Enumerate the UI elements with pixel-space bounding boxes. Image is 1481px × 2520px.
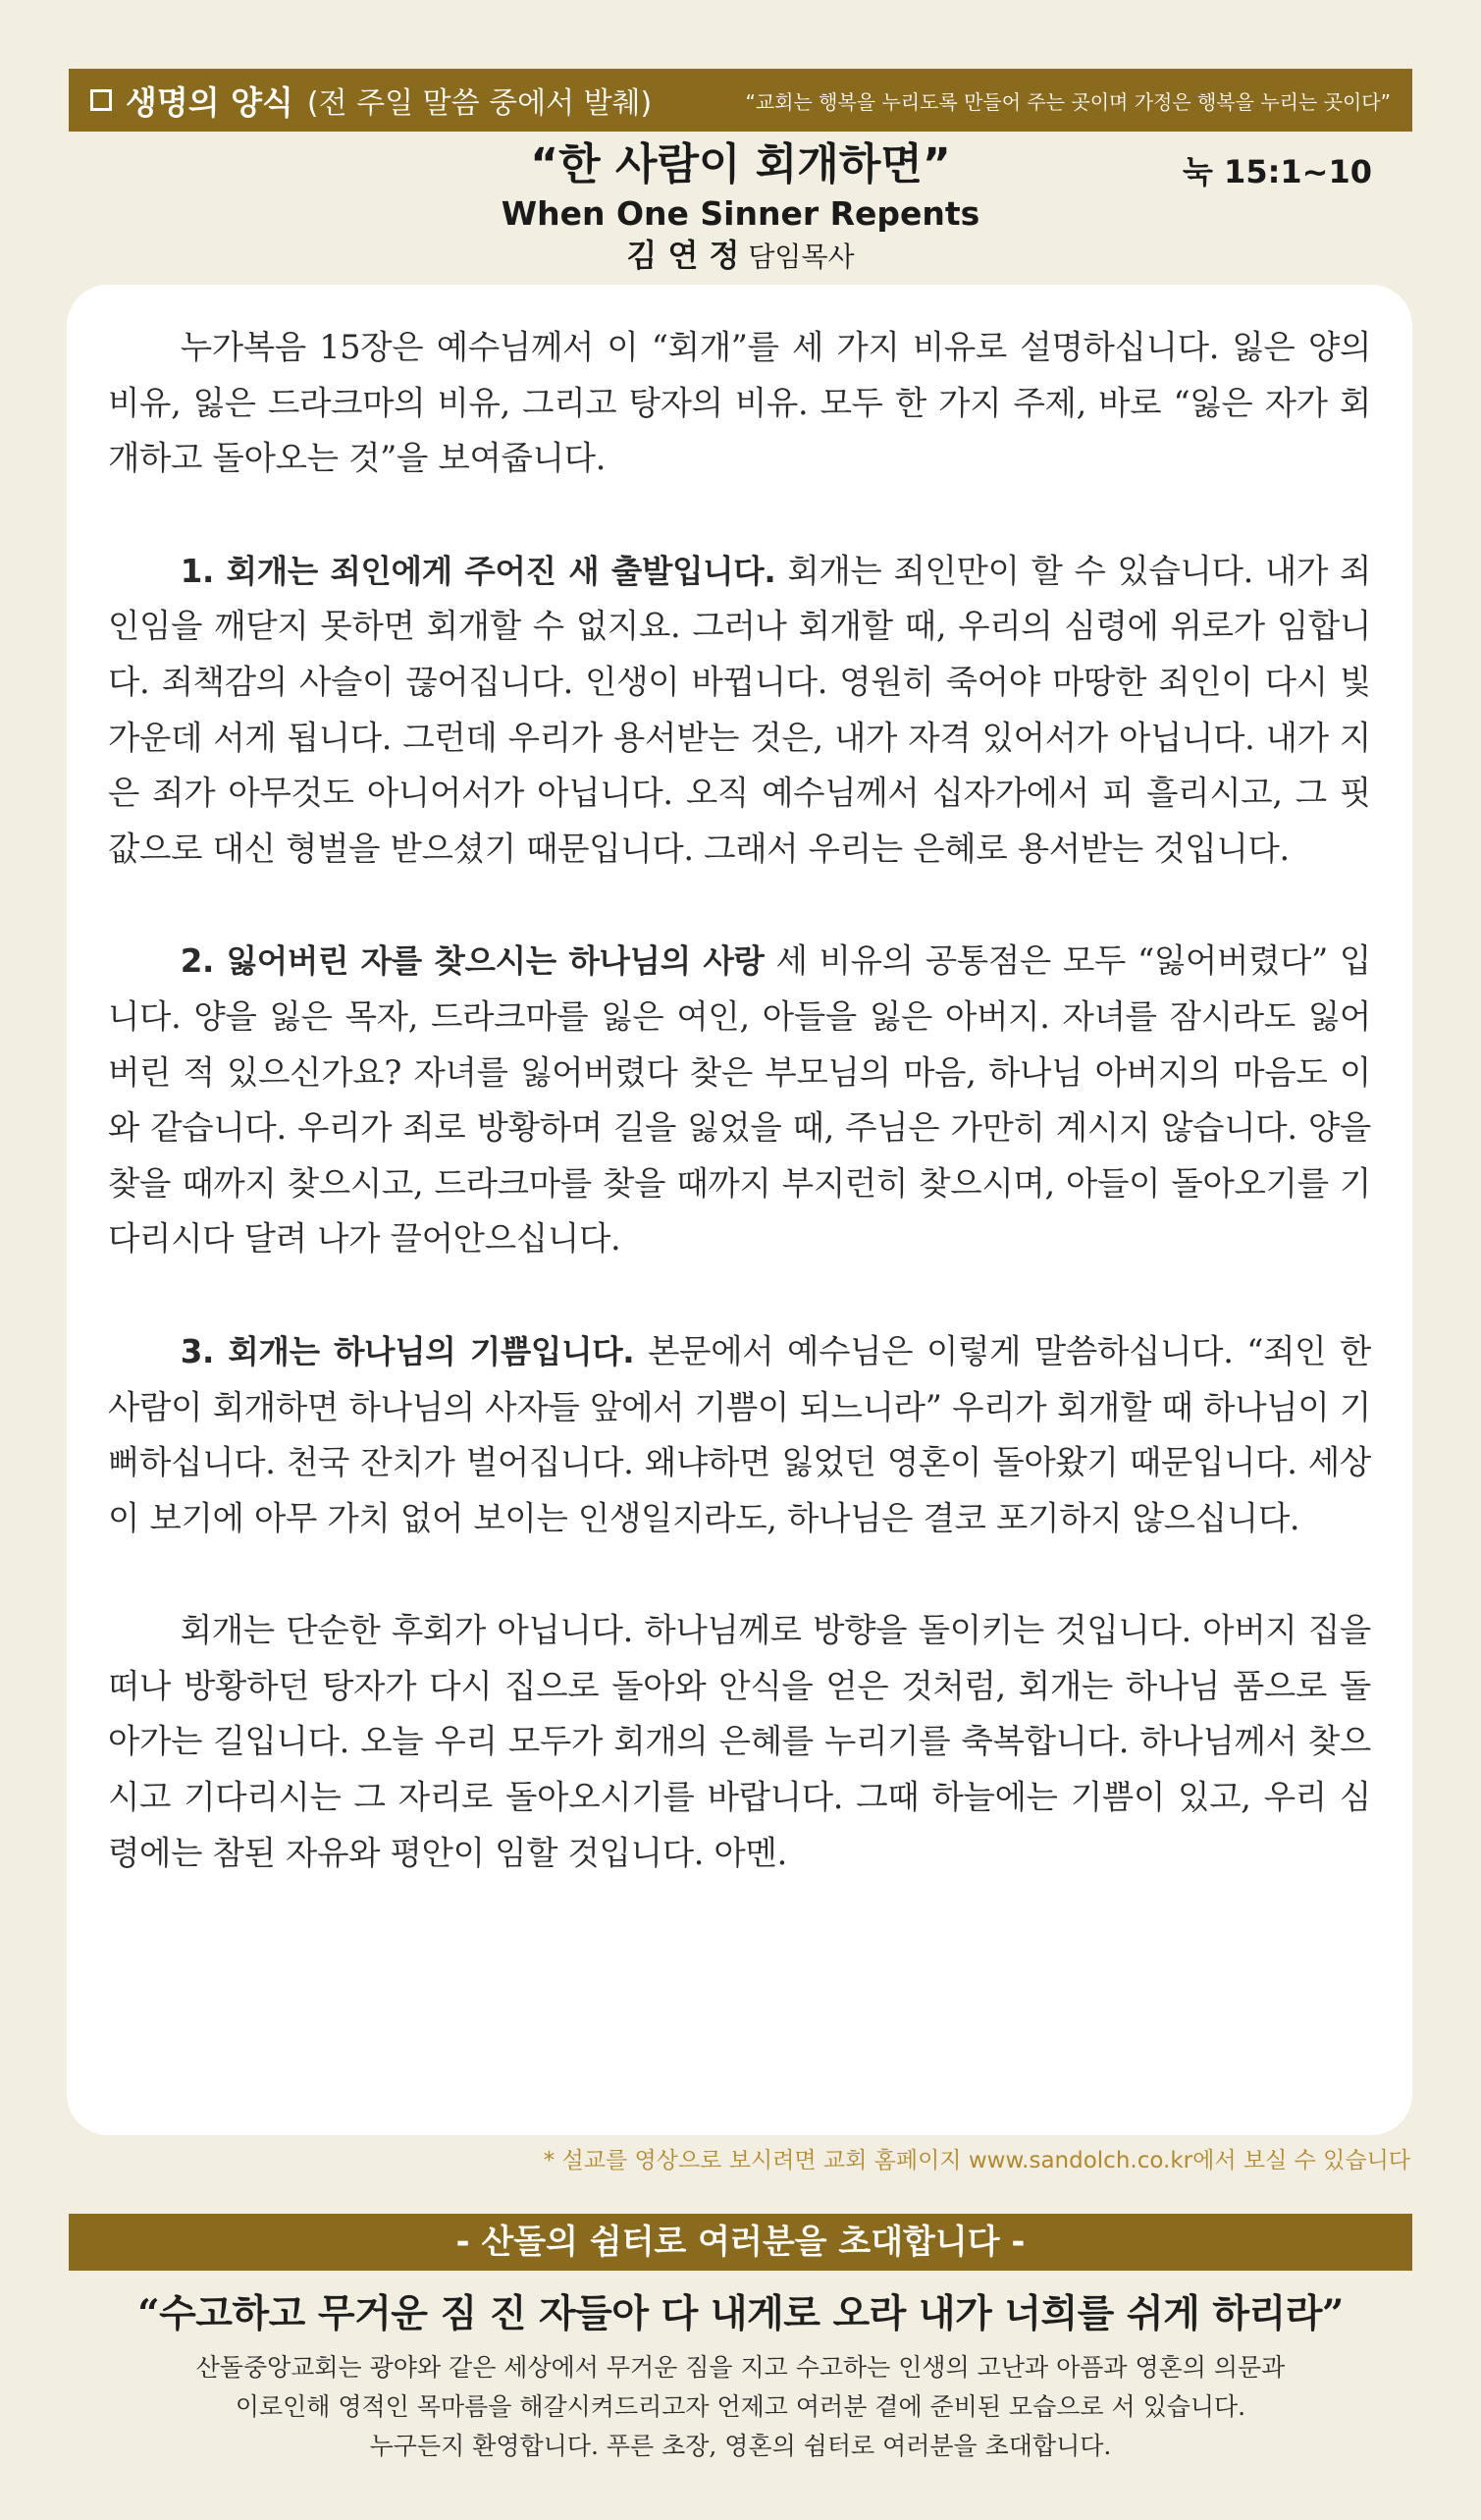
sermon-paragraph — [108, 320, 1371, 487]
church-motto: “교회는 행복을 누리도록 만들어 주는 곳이며 가정은 행복을 누리는 곳이다” — [745, 89, 1391, 114]
paragraph-text: 회개는 죄인만이 할 수 있습니다. 내가 죄인임을 깨닫지 못하면 회개할 수 없지요. 그러나 회개할 때, 우리의 심령에 위로가 임합니다. 죄책감의 사슬이 끊어집니다. 인생이 바뀝니다. 영원히 죽어야 마땅한 죄인이 다시 빛 가운데 서게 됩니다. 그런데 우리가 용서받는 것은, 내가 자격 있어서가 아닙니다. 내가 지은 죄가 아무것도 아니어서가 아닙니다. 오직 예수님께서 십자가에서 피 흘리시고, 그 핏값으로 대신 형벌을 받으셨기 때문입니다. 그래서 우리는 은혜로 용서받는 것입니다. — [108, 551, 1371, 868]
sermon-text-card — [67, 285, 1412, 2135]
paragraph-text: 누가복음 15장은 예수님께서 이 “회개”를 세 가지 비유로 설명하십니다. 잃은 양의 비유, 잃은 드라크마의 비유, 그리고 탕자의 비유. 모두 한 가지 주제, 바로 “잃은 자가 회개하고 돌아오는 것”을 보여줍니다. — [108, 328, 1371, 478]
paragraph-text: 회개는 단순한 후회가 아닙니다. 하나님께로 방향을 돌이키는 것입니다. 아버지 집을 떠나 방황하던 탕자가 다시 집으로 돌아와 안식을 얻은 것처럼, 회개는 하나님 품으로 돌아가는 길입니다. 오늘 우리 모두가 회개의 은혜를 누리기를 축복합니다. 하나님께서 찾으시고 기다리시는 그 자리로 돌아오시기를 바랍니다. 그때 하늘에는 기쁨이 있고, 우리 심령에는 참된 자유와 평안이 임할 것입니다. 아멘. — [108, 1611, 1371, 1872]
invitation-banner: - 산돌의 쉼터로 여러분을 초대합니다 - — [69, 2214, 1412, 2271]
invitation-verse: “수고하고 무거운 짐 진 자들아 다 내게로 오라 내가 너희를 쉬게 하리라” — [137, 2291, 1344, 2336]
paragraph-text: 세 비유의 공통점은 모두 “잃어버렸다” 입니다. 양을 잃은 목자, 드라크마를 잃은 여인, 아들을 잃은 아버지. 자녀를 잠시라도 잃어버린 적 있으신가요? 자녀를 잃어버렸다 찾은 부모님의 마음, 하나님 아버지의 마음도 이와 같습니다. 우리가 죄로 방황하며 길을 잃었을 때, 주님은 가만히 계시지 않습니다. 양을 찾을 때까지 찾으시고, 드라크마를 찾을 때까지 부지런히 찾으시며, 아들이 돌아오기를 기다리시다 달려 나가 끌어안으십니다. — [108, 941, 1371, 1259]
invitation-body — [0, 2348, 1481, 2466]
section-subtitle: (전 주일 말씀 중에서 발췌) — [306, 86, 653, 121]
preacher-role: 담임목사 — [748, 241, 855, 273]
invitation-line: 이로인해 영적인 목마름을 해갈시켜드리고자 언제고 여러분 곁에 준비된 모습으로 서 있습니다. — [235, 2392, 1246, 2421]
point-heading: 2. 잃어버린 자를 찾으시는 하나님의 사랑 — [180, 942, 765, 981]
point-heading: 3. 회개는 하나님의 기쁨입니다. — [180, 1332, 635, 1370]
preacher — [0, 236, 1481, 277]
sermon-title-english: When One Sinner Repents — [501, 194, 980, 233]
square-bullet-icon — [90, 89, 112, 111]
section-header-bar — [69, 69, 1412, 132]
section-title: 생명의 양식 — [126, 82, 293, 122]
sermon-paragraph — [108, 1603, 1371, 1881]
scripture-reference: 눅 15:1~10 — [1183, 153, 1372, 190]
point-heading: 1. 회개는 죄인에게 주어진 새 출발입니다. — [180, 552, 776, 590]
paragraph-text: 본문에서 예수님은 이렇게 말씀하십니다. “죄인 한 사람이 회개하면 하나님의 사자들 앞에서 기쁨이 되느니라” 우리가 회개할 때 하나님이 기뻐하십니다. 천국 잔치가 벌어집니다. 왜냐하면 잃었던 영혼이 돌아왔기 때문입니다. 세상이 보기에 아무 가치 없어 보이는 인생일지라도, 하나님은 결코 포기하지 않으십니다. — [108, 1331, 1371, 1537]
sermon-paragraph — [108, 1324, 1371, 1546]
preacher-name: 김 연 정 — [626, 237, 740, 274]
invitation-line: 산돌중앙교회는 광야와 같은 세상에서 무거운 짐을 지고 수고하는 인생의 고난과 아픔과 영혼의 의문과 — [195, 2353, 1286, 2382]
sermon-paragraph — [108, 544, 1371, 878]
sermon-paragraph — [108, 934, 1371, 1267]
invitation-line: 누구든지 환영합니다. 푸른 초장, 영혼의 쉼터로 여러분을 초대합니다. — [369, 2432, 1112, 2460]
video-note: * 설교를 영상으로 보시려면 교회 홈페이지 www.sandolch.co.kr에서 보실 수 있습니다 — [543, 2148, 1410, 2173]
sermon-title-korean: “한 사람이 회개하면” — [530, 139, 951, 189]
